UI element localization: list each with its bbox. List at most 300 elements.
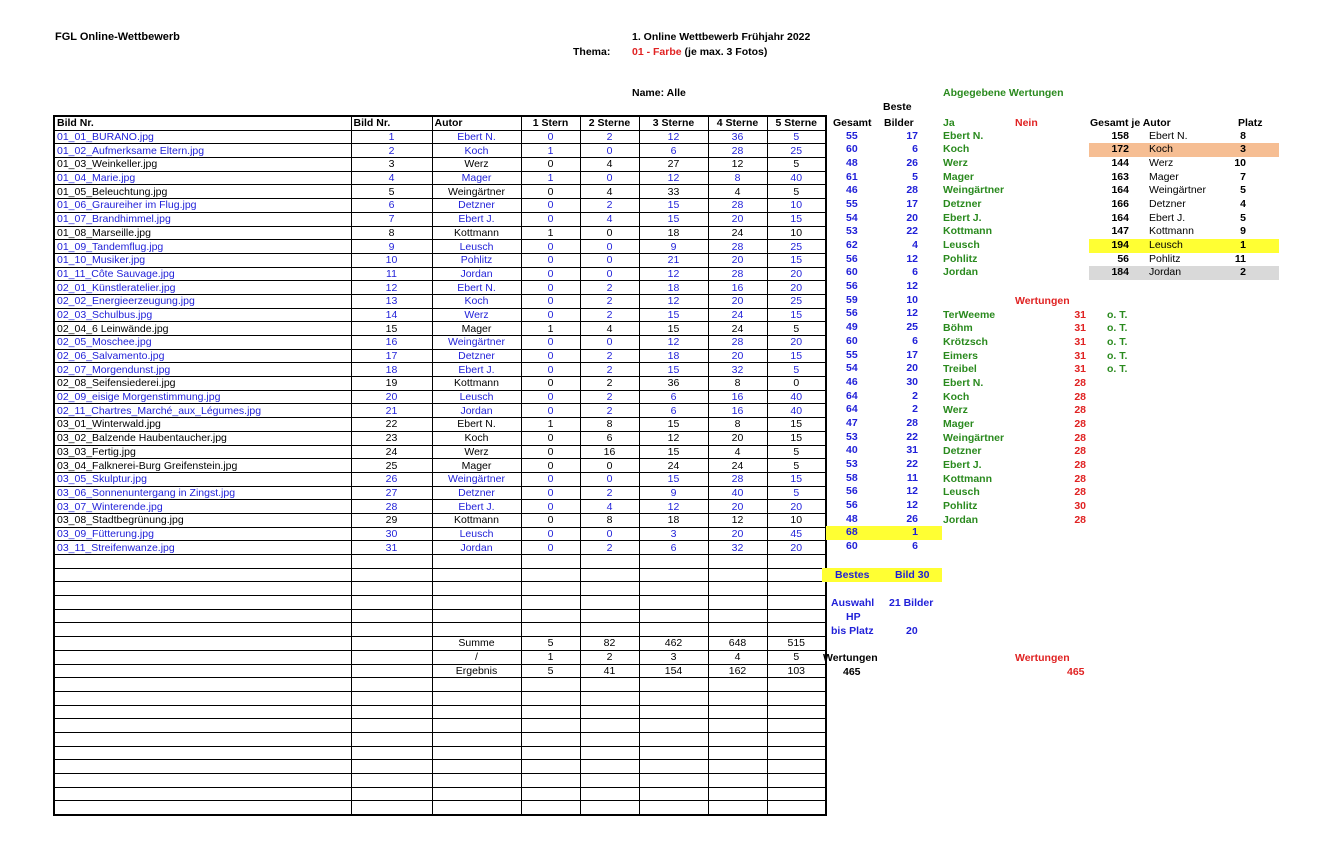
ranking-place: 4 (1240, 197, 1246, 210)
ranking-place: 9 (1240, 225, 1246, 238)
gesamt-row (826, 225, 942, 239)
ranking-place: 7 (1240, 170, 1246, 183)
table-row (54, 199, 826, 213)
summary-cell: 4 (708, 650, 767, 664)
gesamt-value: 46 (846, 375, 858, 388)
table-cell: 01_02_Aufmerksame Eltern.jpg (54, 144, 351, 158)
table-cell (580, 555, 639, 569)
ranking-total: 184 (1111, 266, 1129, 279)
table-cell: 0 (580, 144, 639, 158)
table-cell: 02_02_Energieerzeugung.jpg (54, 294, 351, 308)
summary-cell: 5 (521, 664, 580, 678)
column-header: 5 Sterne (767, 116, 826, 130)
table-cell (54, 787, 351, 801)
table-cell: Ebert J. (432, 212, 521, 226)
table-row (54, 527, 826, 541)
table-row (54, 212, 826, 226)
table-cell (54, 637, 351, 651)
table-cell (708, 760, 767, 774)
table-cell: 15 (639, 445, 708, 459)
table-cell (521, 787, 580, 801)
table-cell (432, 582, 521, 596)
beste-value: 20 (906, 362, 918, 375)
table-cell (708, 568, 767, 582)
table-cell: 4 (580, 322, 639, 336)
table-cell: 36 (708, 130, 767, 144)
gesamt-row (826, 253, 942, 267)
table-cell (767, 774, 826, 788)
voter-row (943, 500, 1143, 514)
table-cell: 0 (521, 390, 580, 404)
table-cell (54, 555, 351, 569)
gesamt-row (826, 390, 942, 404)
table-cell: 25 (767, 240, 826, 254)
table-cell: 2 (580, 486, 639, 500)
table-cell (54, 801, 351, 815)
voter-name: Werz (943, 404, 968, 417)
main-table (53, 115, 827, 816)
table-cell: 23 (351, 431, 432, 445)
table-cell (351, 678, 432, 692)
gesamt-value: 53 (846, 430, 858, 443)
voter-row (943, 486, 1143, 500)
table-cell (708, 678, 767, 692)
table-cell (521, 801, 580, 815)
beste-value: 28 (906, 416, 918, 429)
table-cell: 5 (767, 158, 826, 172)
ranking-author: Leusch (1149, 239, 1183, 251)
gesamt-value: 55 (846, 129, 858, 142)
table-cell: 1 (521, 418, 580, 432)
table-cell: 24 (639, 459, 708, 473)
voter-row (943, 336, 1143, 350)
table-cell: 13 (351, 294, 432, 308)
voter-count: 28 (1074, 404, 1086, 417)
beste-value: 6 (912, 266, 918, 279)
table-cell (54, 732, 351, 746)
gesamt-value: 61 (846, 170, 858, 183)
ranking-author: Mager (1149, 170, 1179, 183)
table-cell (767, 623, 826, 637)
ranking-author: Pohlitz (1149, 252, 1181, 265)
voter-name: Pohlitz (943, 500, 978, 513)
beste-value: 12 (906, 307, 918, 320)
table-cell: 30 (351, 527, 432, 541)
table-cell: 2 (351, 144, 432, 158)
table-cell (432, 705, 521, 719)
ranking-place: 11 (1234, 252, 1246, 265)
table-cell: Ebert N. (432, 418, 521, 432)
table-cell: 24 (708, 226, 767, 240)
ranking-place: 2 (1240, 266, 1246, 279)
voter-name: Detzner (943, 445, 982, 458)
table-cell: 15 (639, 322, 708, 336)
thema-line (632, 46, 767, 58)
bestes-value: Bild 30 (895, 569, 930, 581)
voter-note: o. T. (1107, 322, 1128, 335)
table-cell: 3 (351, 158, 432, 172)
table-cell: 24 (351, 445, 432, 459)
ranking-row (1089, 157, 1279, 171)
table-cell (767, 691, 826, 705)
table-cell (639, 732, 708, 746)
table-cell: 20 (767, 281, 826, 295)
table-cell: 20 (767, 541, 826, 555)
table-cell: 10 (767, 199, 826, 213)
gesamt-row (826, 431, 942, 445)
table-cell: 18 (639, 513, 708, 527)
voter-row (943, 350, 1143, 364)
table-row (54, 185, 826, 199)
wertungen-right-value: 465 (1067, 666, 1085, 678)
wertungen-right-label: Wertungen (1015, 652, 1070, 664)
table-cell (767, 596, 826, 610)
table-cell: 20 (708, 294, 767, 308)
table-cell: 0 (521, 472, 580, 486)
table-cell (708, 705, 767, 719)
table-cell (521, 691, 580, 705)
table-row (54, 226, 826, 240)
table-cell (54, 568, 351, 582)
table-cell: 03_07_Winterende.jpg (54, 500, 351, 514)
table-cell: 26 (351, 472, 432, 486)
table-cell: 16 (580, 445, 639, 459)
table-cell: 2 (580, 294, 639, 308)
table-cell: 2 (580, 349, 639, 363)
table-cell (54, 650, 351, 664)
table-cell (351, 691, 432, 705)
table-cell: 10 (767, 226, 826, 240)
table-cell: 25 (767, 144, 826, 158)
table-cell: 02_03_Schulbus.jpg (54, 308, 351, 322)
table-cell (639, 801, 708, 815)
beste-value: 12 (906, 485, 918, 498)
empty-row (54, 582, 826, 596)
table-cell: 8 (708, 171, 767, 185)
table-cell: Koch (432, 294, 521, 308)
gesamt-value: 58 (846, 471, 858, 484)
gesamt-value: 46 (846, 184, 858, 197)
voter-note: o. T. (1107, 363, 1128, 376)
voter-count: 31 (1074, 308, 1086, 321)
voter-count: 28 (1074, 376, 1086, 389)
table-cell: 5 (767, 130, 826, 144)
gesamt-value: 53 (846, 225, 858, 238)
table-cell: 01_01_BURANO.jpg (54, 130, 351, 144)
ranking-total: 164 (1111, 184, 1129, 197)
table-cell (708, 623, 767, 637)
ranking-total: 163 (1111, 170, 1129, 183)
table-cell: 2 (580, 377, 639, 391)
table-cell (432, 609, 521, 623)
ranking-place: 3 (1240, 143, 1246, 156)
abgegebene-title: Abgegebene Wertungen (943, 87, 1064, 99)
table-cell (580, 787, 639, 801)
table-cell (639, 705, 708, 719)
table-row (54, 500, 826, 514)
table-cell: 15 (639, 363, 708, 377)
gesamt-value: 47 (846, 416, 858, 429)
voter-count: 28 (1074, 513, 1086, 526)
table-cell (708, 596, 767, 610)
table-cell: 01_04_Marie.jpg (54, 171, 351, 185)
table-cell: 03_08_Stadtbegrünung.jpg (54, 513, 351, 527)
table-cell: 45 (767, 527, 826, 541)
summary-cell: 82 (580, 637, 639, 651)
table-row (54, 336, 826, 350)
table-cell (351, 705, 432, 719)
table-cell: 03_06_Sonnenuntergang in Zingst.jpg (54, 486, 351, 500)
table-cell: 4 (580, 185, 639, 199)
gesamt-row (826, 171, 942, 185)
table-cell (54, 582, 351, 596)
table-cell: 6 (580, 431, 639, 445)
voters-list (943, 309, 1143, 528)
voter-name: Ebert N. (943, 376, 984, 389)
table-cell (521, 732, 580, 746)
table-cell: Ebert N. (432, 281, 521, 295)
table-cell (54, 596, 351, 610)
table-cell (521, 623, 580, 637)
beste-value: 20 (906, 211, 918, 224)
beste-value: 6 (912, 540, 918, 553)
ranking-total: 158 (1111, 129, 1129, 142)
table-cell (521, 746, 580, 760)
table-cell: 02_04_6 Leinwände.jpg (54, 322, 351, 336)
summary-cell: 648 (708, 637, 767, 651)
table-row (54, 486, 826, 500)
table-cell (580, 746, 639, 760)
table-cell: 0 (521, 294, 580, 308)
voter-name: Leusch (943, 486, 980, 499)
table-cell (767, 582, 826, 596)
table-cell: 16 (708, 404, 767, 418)
table-row (54, 363, 826, 377)
beste-value: 10 (906, 293, 918, 306)
empty-row (54, 705, 826, 719)
table-cell: 0 (521, 240, 580, 254)
table-cell: 20 (708, 253, 767, 267)
voter-row (943, 377, 1143, 391)
thema-value: 01 - Farbe (632, 46, 682, 58)
voter-name: Ebert J. (943, 459, 982, 472)
table-cell: 12 (708, 158, 767, 172)
table-cell: Detzner (432, 486, 521, 500)
beste-value: 22 (906, 225, 918, 238)
table-cell: 0 (767, 377, 826, 391)
ranking-author: Ebert J. (1149, 211, 1186, 224)
table-cell (580, 774, 639, 788)
gesamt-value: 64 (846, 389, 858, 402)
ranking-place: 10 (1234, 156, 1246, 169)
gesamt-row (826, 472, 942, 486)
table-cell (639, 623, 708, 637)
table-cell (351, 787, 432, 801)
table-cell: 20 (708, 500, 767, 514)
table-cell (521, 719, 580, 733)
table-cell (708, 691, 767, 705)
table-cell: 8 (708, 377, 767, 391)
ja-header: Ja (943, 117, 955, 129)
beste-value: 26 (906, 156, 918, 169)
table-cell: 12 (351, 281, 432, 295)
table-cell: 1 (521, 144, 580, 158)
column-header: 3 Sterne (639, 116, 708, 130)
table-cell: 20 (708, 349, 767, 363)
voter-count: 28 (1074, 459, 1086, 472)
table-cell (521, 774, 580, 788)
gesamt-row (826, 499, 942, 513)
beste-value: 25 (906, 321, 918, 334)
table-cell: 0 (580, 459, 639, 473)
table-cell: Ebert J. (432, 500, 521, 514)
table-cell: 0 (580, 472, 639, 486)
ja-name: Jordan (943, 266, 979, 279)
voter-row (943, 391, 1143, 405)
voter-name: Treibel (943, 363, 977, 376)
table-cell (767, 719, 826, 733)
table-cell: 01_07_Brandhimmel.jpg (54, 212, 351, 226)
voter-count: 31 (1074, 349, 1086, 362)
voter-count: 28 (1074, 486, 1086, 499)
table-cell: 02_11_Chartres_Marché_aux_Légumes.jpg (54, 404, 351, 418)
ranking-author: Ebert N. (1149, 129, 1188, 142)
table-cell (708, 719, 767, 733)
gesamt-row (826, 184, 942, 198)
gesamt-row (826, 157, 942, 171)
bis-platz-label: bis Platz (831, 625, 874, 637)
summary-cell: 41 (580, 664, 639, 678)
table-cell: 01_08_Marseille.jpg (54, 226, 351, 240)
table-cell: Mager (432, 322, 521, 336)
table-cell: 12 (639, 431, 708, 445)
table-cell: 01_05_Beleuchtung.jpg (54, 185, 351, 199)
table-cell: 12 (708, 513, 767, 527)
table-cell (767, 568, 826, 582)
table-row (54, 513, 826, 527)
beste-value: 5 (912, 170, 918, 183)
voter-count: 31 (1074, 322, 1086, 335)
auswahl-label: Auswahl (831, 597, 875, 609)
ranking-row (1089, 225, 1279, 239)
gesamt-value: 60 (846, 334, 858, 347)
voter-count: 28 (1074, 390, 1086, 403)
table-cell (639, 760, 708, 774)
ranking-author: Detzner (1149, 197, 1186, 210)
table-cell (432, 760, 521, 774)
voter-name: Kottmann (943, 472, 992, 485)
table-cell (639, 678, 708, 692)
table-cell: Kottmann (432, 513, 521, 527)
ja-name: Kottmann (943, 225, 992, 238)
gesamt-value: 53 (846, 458, 858, 470)
gesamt-row (826, 458, 942, 472)
table-cell (767, 732, 826, 746)
gesamt-row (826, 403, 942, 417)
table-cell: 6 (639, 144, 708, 158)
beste-value: 2 (912, 403, 918, 416)
table-cell: 15 (639, 308, 708, 322)
gesamt-row (826, 540, 942, 554)
table-cell (639, 787, 708, 801)
empty-row (54, 760, 826, 774)
table-cell: 0 (521, 130, 580, 144)
table-cell (351, 664, 432, 678)
table-cell: 20 (351, 390, 432, 404)
table-cell: Kottmann (432, 377, 521, 391)
summary-row (54, 650, 826, 664)
gesamt-row (826, 513, 942, 527)
table-cell: 18 (639, 349, 708, 363)
table-cell (432, 774, 521, 788)
table-cell: 0 (521, 404, 580, 418)
table-cell (521, 678, 580, 692)
table-cell: Jordan (432, 267, 521, 281)
voter-name: Böhm (943, 322, 973, 335)
nein-header: Nein (1015, 117, 1038, 129)
table-cell: 28 (708, 267, 767, 281)
table-cell: Leusch (432, 390, 521, 404)
table-cell: 28 (351, 500, 432, 514)
table-cell: 01_10_Musiker.jpg (54, 253, 351, 267)
table-cell (708, 787, 767, 801)
table-cell (351, 760, 432, 774)
gesamt-value: 56 (846, 499, 858, 512)
table-cell: 0 (521, 253, 580, 267)
gesamt-column (826, 130, 942, 554)
table-cell: 2 (580, 390, 639, 404)
summary-cell: 103 (767, 664, 826, 678)
voter-name: Eimers (943, 349, 979, 362)
table-cell: 8 (351, 226, 432, 240)
voter-name: Mager (943, 418, 974, 430)
table-cell: 6 (639, 541, 708, 555)
beste-value: 17 (906, 197, 918, 210)
gesamt-value: 68 (846, 526, 858, 539)
table-cell: 0 (521, 500, 580, 514)
table-cell (708, 582, 767, 596)
table-cell (432, 555, 521, 569)
table-cell: Leusch (432, 240, 521, 254)
table-cell: 2 (580, 281, 639, 295)
table-cell: 5 (767, 363, 826, 377)
empty-row (54, 609, 826, 623)
table-header-row (54, 116, 826, 130)
table-cell (432, 691, 521, 705)
table-cell: 29 (351, 513, 432, 527)
table-cell: 33 (639, 185, 708, 199)
name-filter: Name: Alle (632, 87, 686, 99)
table-cell: 15 (767, 212, 826, 226)
gesamt-value: 60 (846, 540, 858, 553)
table-cell: 02_05_Moschee.jpg (54, 336, 351, 350)
table-cell: 15 (351, 322, 432, 336)
ranking-author: Kottmann (1149, 225, 1194, 238)
table-cell: 0 (580, 171, 639, 185)
table-cell (639, 609, 708, 623)
gesamt-value: 56 (846, 280, 858, 293)
table-cell (54, 760, 351, 774)
ranking-header: Gesamt je Autor (1090, 117, 1171, 129)
voter-count: 31 (1074, 363, 1086, 376)
table-row (54, 472, 826, 486)
table-cell: 24 (708, 322, 767, 336)
summary-cell: 5 (767, 650, 826, 664)
gesamt-row (826, 362, 942, 376)
column-header: Autor (432, 116, 521, 130)
gesamt-row (826, 417, 942, 431)
summary-cell: 1 (521, 650, 580, 664)
